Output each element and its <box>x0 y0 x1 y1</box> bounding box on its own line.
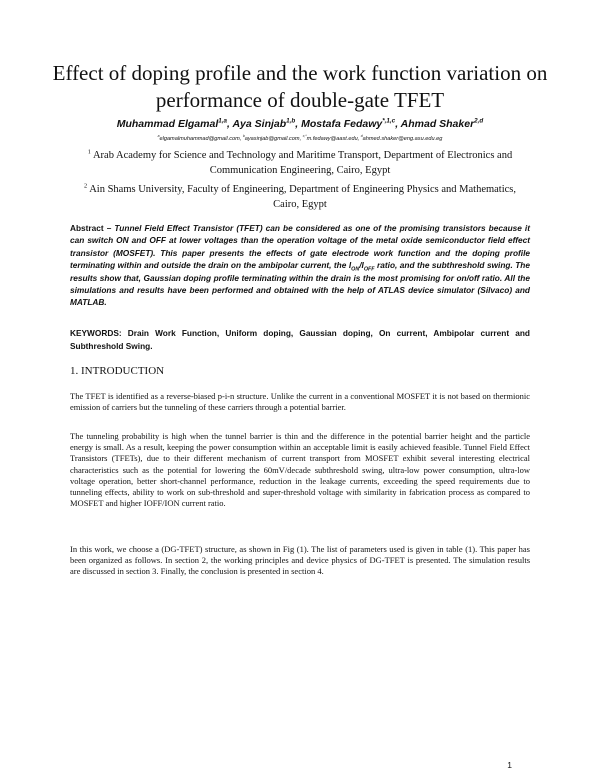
abstract-label: Abstract – <box>70 223 115 233</box>
author-affiliation-mark: 1,a <box>218 117 228 125</box>
email-mark: c,* <box>302 134 307 139</box>
abstract <box>70 222 530 309</box>
intro-paragraph-1: The TFET is identified as a reverse-biased p-i-n structure. Unlike the current in a conventional MOSFET it is not based on thermionic emission of carriers but the tunneling of these carriers through a potential barrier. <box>70 391 530 413</box>
affiliation-number: 2 <box>84 182 88 190</box>
author-name: Ahmad Shaker <box>400 118 475 130</box>
subscript-off: OFF <box>363 266 375 273</box>
author-list: Muhammad Elgamal$^{1,a}$, Aya Sinjab$^{1,b}$, Mostafa Fedawy$^{*,1,c}$, Ahmad Shaker$^{2,d}$ <box>116 117 484 130</box>
author-name: Aya Sinjab <box>232 118 287 130</box>
abstract-text-continued: ratio, and the subthreshold swing. The results show that, Gaussian doping profile terminating within the drain is the most promising for on/off ratio. All the simulations and results have been performed and obtained with the help of ATLAS device simulator (Silvaco) and MATLAB. <box>70 260 530 308</box>
email-mark: d <box>360 134 363 139</box>
email-address: ahmed.shaker@eng.asu.edu.eg <box>362 136 443 142</box>
keywords: KEYWORDS: Drain Work Function, Uniform doping, Gaussian doping, On current, Ambipolar current and Subthreshold Swing. <box>70 328 530 351</box>
abstract-text: Tunnel Field Effect Transistor (TFET) can be considered as one of the promising transistors because it can switch ON and OFF at lower voltages than the operation voltage of the metal oxide semiconductor field effect transistor (MOSFET). This paper presents the effects of gate electrode work function and the doping profile terminating within and outside the drain on the ambipolar current, the I <box>70 223 530 271</box>
affiliation-text: Arab Academy for Science and Technology and Maritime Transport, Department of Electronics and Communication Engineering, Cairo, Egypt <box>90 150 513 176</box>
email-address: ayasinjab@gmail.com, <box>244 136 303 142</box>
paper-title: Effect of doping profile and the work function variation on performance of double-gate TFET <box>52 61 548 112</box>
author-affiliation-mark: 1,b <box>286 117 296 125</box>
subscript-on: ON <box>351 266 360 273</box>
affiliation-2 <box>84 182 516 212</box>
intro-paragraph-2: The tunneling probability is high when the tunnel barrier is thin and the difference in the potential barrier height and the particle energy is small. As a result, keeping the power consumption within an acceptable limit is easily achieved feasible. Tunnel Field Effect Transistors (TFETs), due to their different mechanism of current transport from MOSFET exhibit several interesting electrical characteristics such as the potential for lowering the 60mV/decade subthreshold swing, ultra-low power consumption, ultra-low voltage operation, better short-channel performance, reduction in the leakage currents, exceeding the speed requirements due to tunneling effects, ability to work on sub-threshold and super-threshold voltage with similarity in fabrication process as compared to MOSFET and higher IOFF/ION current ratio. <box>70 431 530 509</box>
author-emails <box>40 136 560 142</box>
author-affiliation-mark: *,1,c <box>382 117 396 125</box>
email-address: m.fedawy@aast.edu, <box>306 136 361 142</box>
author-name: Muhammad Elgamal <box>116 118 219 130</box>
page-number: 1 <box>507 760 512 770</box>
author-name: Mostafa Fedawy <box>301 118 383 130</box>
intro-paragraph-3: In this work, we choose a (DG-TFET) structure, as shown in Fig (1). The list of parameters used is given in table (1). This paper has been organized as follows. In section 2, the working principles and device physics of DG-TFET is presented. The simulation results are discussed in section 3. Finally, the conclusion is presented in section 4. <box>70 544 530 577</box>
email-mark: b <box>242 134 245 139</box>
email-mark: a <box>157 134 160 139</box>
email-address: elgamalmuhammad@gmail.com, <box>159 136 243 142</box>
section-heading-introduction: 1. INTRODUCTION <box>70 365 165 377</box>
author-affiliation-mark: 2,d <box>474 117 484 125</box>
abstract-slash: /I <box>359 260 364 271</box>
affiliation-text: Ain Shams University, Faculty of Engineering, Department of Engineering Physics and Mathematics, Cairo, Egypt <box>87 184 517 210</box>
affiliation-1 <box>84 148 516 178</box>
affiliation-number: 1 <box>87 148 91 156</box>
